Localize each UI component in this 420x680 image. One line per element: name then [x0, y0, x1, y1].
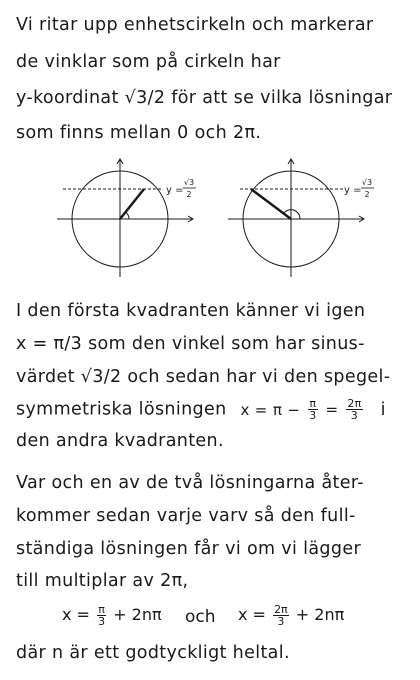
frac-den: 2: [186, 190, 192, 199]
equals-sign: =: [325, 400, 339, 419]
text-line: värdet √3/2 och sedan har vi den spegel-: [16, 367, 391, 387]
text-line: Var och en av de två lösningarna åter-: [16, 473, 364, 493]
radius-line: [251, 189, 291, 219]
solution-formula-1: x = $\frac{\pi}{3}$ + 2nπ: [62, 603, 162, 628]
text-line: till multiplar av 2π,: [16, 571, 189, 591]
fraction: $\frac{\pi}{3}$: [309, 397, 317, 422]
text-line: y-koordinat √3/2 för att se vilka lösningar: [16, 88, 393, 108]
y-equals-label: y =: [166, 185, 184, 196]
text-line: I den första kvadranten känner vi igen: [16, 301, 366, 321]
text-line: x = π/3 som den vinkel som har sinus-: [16, 334, 365, 354]
frac-num: √3: [183, 178, 195, 187]
text-line: där n är ett godtyckligt heltal.: [16, 643, 290, 663]
text-line: kommer sedan varje varv så den full-: [16, 506, 356, 526]
text-line: de vinklar som på cirkeln har: [16, 52, 281, 72]
text-line: ständiga lösningen får vi om vi lägger: [16, 539, 362, 559]
unit-circle-figure-left: [55, 155, 215, 280]
fraction: $\frac{2\pi}{3}$: [347, 397, 362, 422]
text-line: Vi ritar upp enhetscirkeln och markerar: [16, 15, 374, 35]
text-fragment: i: [380, 399, 386, 420]
text-line: som finns mellan 0 och 2π.: [16, 123, 262, 143]
text-line: den andra kvadranten.: [16, 431, 224, 451]
frac-num: √3: [361, 178, 373, 187]
angle-arc: [126, 212, 129, 219]
formula-lhs: x = π −: [240, 400, 301, 419]
och-word: och: [185, 607, 216, 627]
text-fragment: symmetriska lösningen: [16, 399, 227, 420]
unit-circle-figure-right: [226, 155, 386, 280]
radius-line: [120, 189, 144, 219]
text-line-with-formula: [16, 398, 386, 421]
frac-den: 2: [364, 190, 370, 199]
solution-formula-2: x = $\frac{2\pi}{3}$ + 2nπ: [238, 603, 345, 628]
y-equals-label: y =: [344, 185, 362, 196]
